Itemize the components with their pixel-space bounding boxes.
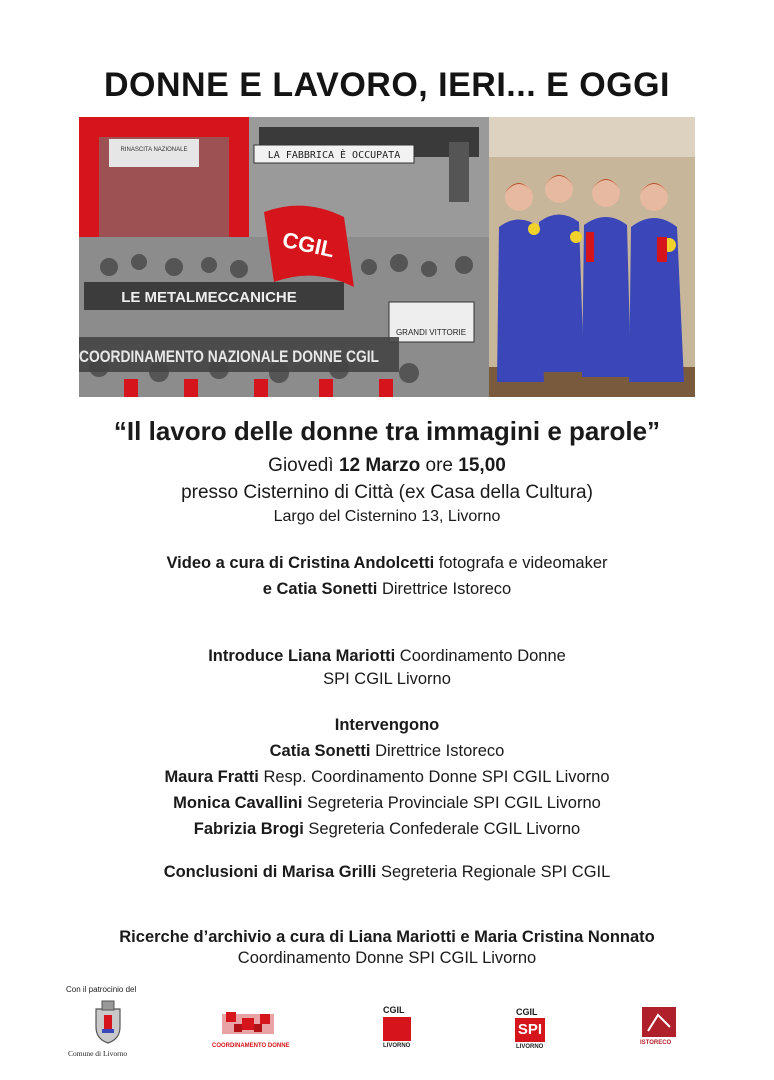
speaker-row: Fabrizia Brogi Segreteria Confederale CGIL Livorno [193,820,581,838]
speaker-row: Monica Cavallini Segreteria Provinciale SPI CGIL Livorno [173,794,601,812]
istoreco-mark-icon [642,1007,676,1037]
patronage-label: Con il patrocinio del [66,985,137,994]
cgil-flag-text: CGIL [280,226,337,263]
istoreco-logo: ISTORECO [640,1007,680,1053]
speaker-row: Catia Sonetti Direttrice Istoreco [269,742,505,760]
video-credit-2: e Catia Sonetti Direttrice Istoreco [262,580,512,598]
cgil-red-square [383,1017,411,1041]
speakers-heading: Intervengono [334,716,440,734]
spi-cgil-logo: CGIL SPI LIVORNO [516,1007,544,1050]
coordinamento-mosaic-icon [216,1010,280,1038]
conclusion-credit: Conclusioni di Marisa Grilli Segreteria Regionale SPI CGIL [163,863,611,881]
svg-text:RINASCITA NAZIONALE: RINASCITA NAZIONALE [120,147,188,153]
intro-credit-line2: SPI CGIL Livorno [323,670,451,688]
event-address: Largo del Cisternino 13, Livorno [273,508,501,525]
intro-credit: Introduce Liana Mariotti Coordinamento Donne [208,647,566,665]
coordinamento-donne-logo: COORDINAMENTO DONNE [212,1010,284,1054]
cgil-livorno-logo: CGIL LIVORNO [383,1005,411,1049]
city-crest-icon [88,999,128,1045]
event-subtitle: “Il lavoro delle donne tra immagini e parole” [113,416,661,446]
comune-livorno-logo: Comune di Livorno [78,999,138,1063]
svg-text:GRANDI VITTORIE: GRANDI VITTORIE [395,328,467,337]
research-credit-line2: Coordinamento Donne SPI CGIL Livorno [237,949,537,967]
poster-title: DONNE E LAVORO, IERI... E OGGI [104,66,670,104]
speaker-row: Maura Fratti Resp. Coordinamento Donne SPI CGIL Livorno [164,768,610,786]
coord-banner-text: COORDINAMENTO NAZIONALE DONNE CGIL [79,347,379,366]
factory-banner-text: LA FABBRICA È OCCUPATA [267,150,401,161]
video-credit: Video a cura di Cristina Andolcetti fotografa e videomaker [166,554,608,572]
svg-text:LE METALMECCANICHE: LE METALMECCANICHE [121,289,297,306]
event-venue: presso Cisternino di Città (ex Casa della Cultura) [181,482,593,503]
event-date: Giovedì 12 Marzo ore 15,00 [268,455,506,476]
collage-photo [79,117,695,397]
research-credit: Ricerche d’archivio a cura di Liana Mariotti e Maria Cristina Nonnato [119,928,655,946]
sponsor-logos [0,985,774,1065]
